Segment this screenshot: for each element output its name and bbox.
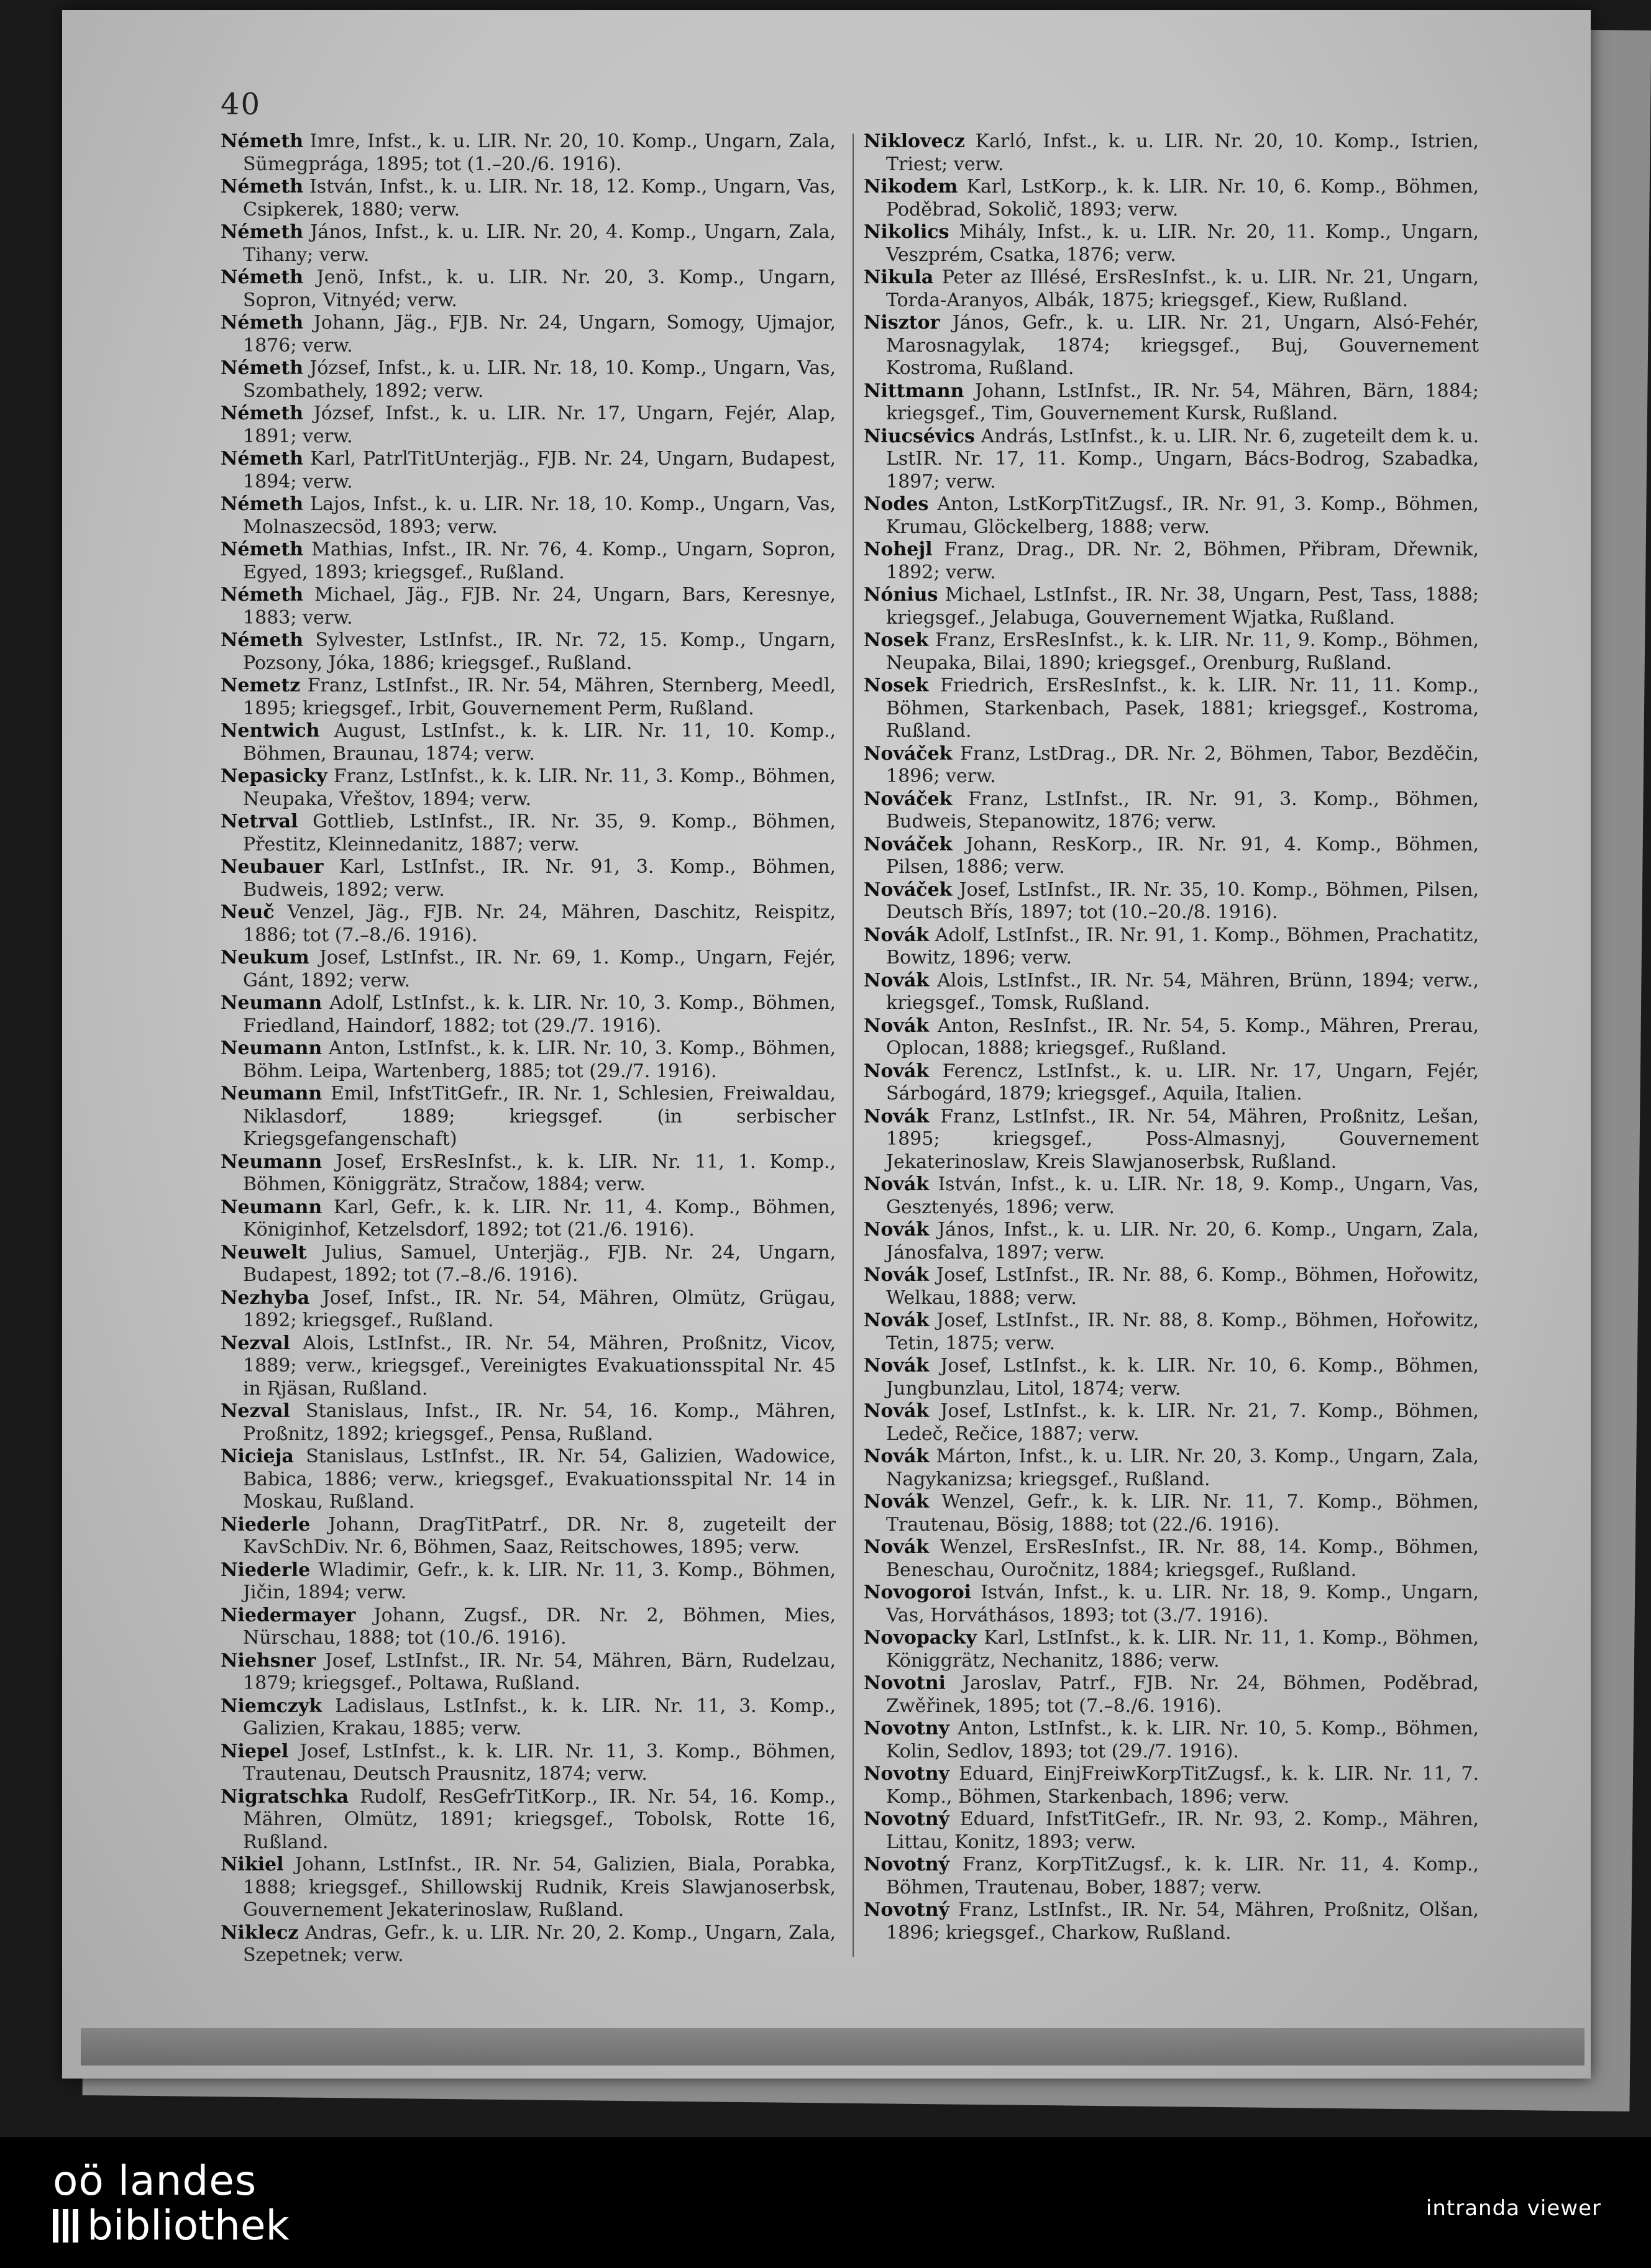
register-entry: [864, 221, 1479, 266]
entry-surname: Németh: [221, 403, 304, 424]
register-entry: [221, 584, 836, 629]
register-entry: [221, 176, 836, 221]
entry-details: Michael, Jäg., FJB. Nr. 24, Ungarn, Bars, Keresnye, 1883; verw.: [243, 584, 836, 629]
entry-surname: Niklovecz: [864, 130, 965, 152]
entry-surname: Novopacky: [864, 1627, 977, 1649]
entry-surname: Nezval: [221, 1332, 290, 1354]
entry-details: Venzel, Jäg., FJB. Nr. 24, Mähren, Daschitz, Reispitz, 1886; tot (7.–8./6. 1916).: [243, 901, 836, 946]
entry-surname: Nosek: [864, 629, 929, 651]
entry-surname: Niederle: [221, 1513, 311, 1536]
entry-details: Gottlieb, LstInfst., IR. Nr. 35, 9. Komp., Böhmen, Přestitz, Kleinnedanitz, 1887; verw.: [243, 811, 836, 855]
register-entry: [221, 448, 836, 493]
register-entry: [221, 493, 836, 539]
entry-details: Karl, Gefr., k. k. LIR. Nr. 11, 4. Komp., Böhmen, Königinhof, Ketzelsdorf, 1892; tot (21./6. 1916).: [243, 1196, 836, 1241]
entry-surname: Neumann: [221, 1150, 322, 1173]
register-entry: [221, 947, 836, 992]
register-entry: [221, 1695, 836, 1741]
register-entry: [221, 266, 836, 312]
entry-surname: Niklecz: [221, 1921, 299, 1944]
entry-surname: Neukum: [221, 947, 309, 968]
register-entry: [864, 1763, 1479, 1808]
entry-surname: Niehsner: [221, 1649, 316, 1672]
entry-surname: Novotni: [864, 1672, 946, 1694]
register-entry: [864, 1718, 1479, 1763]
register-entry: [864, 426, 1479, 494]
register-entry: [864, 1627, 1479, 1672]
register-entry: [864, 1536, 1479, 1582]
entry-surname: Novák: [864, 1446, 930, 1467]
register-entry: [864, 493, 1479, 539]
entry-details: Franz, LstInfst., k. k. LIR. Nr. 11, 3. Komp., Böhmen, Neupaka, Vřeštov, 1894; verw.: [243, 765, 836, 810]
register-entry: [221, 1332, 836, 1401]
entry-details: József, Infst., k. u. LIR. Nr. 18, 10. Komp., Ungarn, Vas, Szombathely, 1892; verw.: [243, 357, 836, 402]
entry-details: Lajos, Infst., k. u. LIR. Nr. 18, 10. Komp., Ungarn, Vas, Molnaszecsöd, 1893; verw.: [243, 493, 836, 538]
entry-details: Wenzel, ErsResInfst., IR. Nr. 88, 14. Komp., Böhmen, Beneschau, Ouročnitz, 1884; kriegsgef., Rußland.: [886, 1536, 1479, 1581]
entry-surname: Novák: [864, 1536, 930, 1558]
register-entry: [221, 1242, 836, 1287]
entry-surname: Niedermayer: [221, 1604, 356, 1626]
entry-surname: Netrval: [221, 811, 298, 832]
entry-surname: Nikodem: [864, 176, 958, 198]
register-entry: [221, 629, 836, 675]
register-entry: [221, 221, 836, 266]
entry-surname: Novogoroi: [864, 1582, 972, 1603]
register-entry: [864, 629, 1479, 675]
entry-details: Johann, Jäg., FJB. Nr. 24, Ungarn, Somogy, Ujmajor, 1876; verw.: [243, 312, 836, 357]
register-entry: [221, 1400, 836, 1446]
entry-surname: Németh: [221, 448, 304, 470]
entry-surname: Németh: [221, 493, 304, 515]
register-entry: [864, 1106, 1479, 1174]
entry-surname: Németh: [221, 539, 304, 560]
viewer-brand-label: intranda viewer: [1425, 2196, 1601, 2221]
entry-details: Jenö, Infst., k. u. LIR. Nr. 20, 3. Komp., Ungarn, Sopron, Vitnyéd; verw.: [243, 266, 836, 311]
entry-details: Josef, LstInfst., IR. Nr. 54, Mähren, Bärn, Rudelzau, 1879; kriegsgef., Poltawa, Rußland.: [243, 1649, 836, 1694]
register-entry: [221, 1196, 836, 1242]
entry-details: Johann, DragTitPatrf., DR. Nr. 8, zugeteilt der KavSchDiv. Nr. 6, Böhmen, Saaz, Reitschowes, 1895; verw.: [243, 1513, 836, 1558]
entry-details: András, LstInfst., k. u. LIR. Nr. 6, zugeteilt dem k. u. LstIR. Nr. 17, 11. Komp., Ungarn, Bács-Bodrog, Szabadka, 1897; verw.: [886, 425, 1479, 493]
entry-details: Johann, ResKorp., IR. Nr. 91, 4. Komp., Böhmen, Pilsen, 1886; verw.: [886, 833, 1479, 878]
logo-bars-icon: [53, 2209, 78, 2243]
entry-details: Michael, LstInfst., IR. Nr. 38, Ungarn, Pest, Tass, 1888; kriegsgef., Jelabuga, Gouvernement Wjatka, Rußland.: [886, 584, 1479, 629]
entry-details: József, Infst., k. u. LIR. Nr. 17, Ungarn, Fejér, Alap, 1891; verw.: [243, 403, 836, 447]
entry-surname: Neumann: [221, 1083, 322, 1104]
entry-surname: Novák: [864, 1264, 930, 1286]
entry-details: Karl, LstInfst., k. k. LIR. Nr. 11, 1. Komp., Böhmen, Königgrätz, Nechanitz, 1886; verw.: [886, 1627, 1479, 1672]
entry-surname: Nováček: [864, 742, 953, 765]
entry-details: Rudolf, ResGefrTitKorp., IR. Nr. 54, 16. Komp., Mähren, Olmütz, 1891; kriegsgef., Tobolsk, Rotte 16, Rußland.: [243, 1785, 836, 1853]
entry-details: Adolf, LstInfst., IR. Nr. 91, 1. Komp., Böhmen, Prachatitz, Bowitz, 1896; verw.: [886, 924, 1479, 968]
entry-details: Johann, Zugsf., DR. Nr. 2, Böhmen, Mies, Nürschau, 1888; tot (10./6. 1916).: [243, 1604, 836, 1649]
entry-surname: Novák: [864, 1173, 930, 1195]
entry-surname: Nikula: [864, 266, 934, 288]
register-entry: [221, 720, 836, 765]
entry-details: Johann, LstInfst., IR. Nr. 54, Mähren, Bärn, 1884; kriegsgef., Tim, Gouvernement Kursk, Rußland.: [886, 380, 1479, 424]
entry-surname: Novák: [864, 969, 930, 991]
register-entry: [864, 1060, 1479, 1106]
entry-details: Josef, LstInfst., k. k. LIR. Nr. 10, 6. Komp., Böhmen, Jungbunzlau, Litol, 1874; verw.: [886, 1355, 1479, 1400]
entry-surname: Nentwich: [221, 720, 320, 742]
entry-details: Josef, Infst., IR. Nr. 54, Mähren, Olmütz, Grügau, 1892; kriegsgef., Rußland.: [243, 1287, 836, 1331]
logo-text-line1: oö landes: [53, 2157, 257, 2205]
register-entry: [221, 130, 836, 176]
register-entry: [221, 357, 836, 403]
register-entry: [221, 1922, 836, 1967]
entry-details: Alois, LstInfst., IR. Nr. 54, Mähren, Brünn, 1894; verw., kriegsgef., Tomsk, Rußland.: [886, 969, 1479, 1014]
entry-details: Karl, LstInfst., IR. Nr. 91, 3. Komp., Böhmen, Budweis, 1892; verw.: [243, 856, 836, 901]
register-entry: [221, 1786, 836, 1854]
entry-details: Peter az Illésé, ErsResInfst., k. u. LIR. Nr. 21, Ungarn, Torda-Aranyos, Albák, 1875; kriegsgef., Kiew, Rußland.: [886, 266, 1479, 311]
viewer-footer: [0, 2137, 1651, 2268]
entry-details: Wenzel, Gefr., k. k. LIR. Nr. 11, 7. Komp., Böhmen, Trautenau, Bösig, 1888; tot (22./6. 1916).: [886, 1491, 1479, 1536]
register-entry: [221, 1287, 836, 1332]
entry-surname: Neumann: [221, 992, 322, 1014]
entry-surname: Novotný: [864, 1808, 949, 1830]
entry-surname: Neumann: [221, 1037, 322, 1059]
register-entry: [221, 403, 836, 448]
entry-surname: Nezhyba: [221, 1287, 310, 1309]
entry-details: Mihály, Infst., k. u. LIR. Nr. 20, 11. Komp., Ungarn, Veszprém, Csatka, 1876; verw.: [886, 221, 1479, 266]
entry-surname: Nodes: [864, 493, 929, 515]
entry-details: Josef, LstInfst., IR. Nr. 88, 8. Komp., Böhmen, Hořowitz, Tetin, 1875; verw.: [886, 1309, 1479, 1354]
entry-surname: Nittmann: [864, 380, 964, 402]
entry-details: Josef, LstInfst., k. k. LIR. Nr. 11, 3. Komp., Böhmen, Trautenau, Deutsch Prausnitz, 1874; verw.: [243, 1740, 836, 1785]
register-entry: [221, 1083, 836, 1151]
register-entry: [221, 675, 836, 720]
register-entry: [864, 1672, 1479, 1718]
register-entry: [864, 1491, 1479, 1536]
entry-surname: Németh: [221, 130, 304, 152]
register-entry: [221, 811, 836, 856]
entry-surname: Nikiel: [221, 1854, 284, 1875]
entry-surname: Novák: [864, 1355, 930, 1377]
entry-surname: Németh: [221, 357, 304, 379]
entry-details: Josef, ErsResInfst., k. k. LIR. Nr. 11, 1. Komp., Böhmen, Königgrätz, Stračow, 1884; verw.: [243, 1150, 836, 1195]
entry-surname: Németh: [221, 629, 304, 651]
register-entry: [864, 675, 1479, 743]
entry-details: Márton, Infst., k. u. LIR. Nr. 20, 3. Komp., Ungarn, Zala, Nagykanizsa; kriegsgef., Rußland.: [886, 1446, 1479, 1490]
register-entry: [864, 130, 1479, 176]
right-text-column: [864, 130, 1479, 1944]
logo-text-line2: bibliothek: [87, 2202, 290, 2249]
register-entry: [221, 1605, 836, 1650]
entry-surname: Novák: [864, 1491, 930, 1513]
register-entry: [221, 856, 836, 901]
entry-surname: Niemczyk: [221, 1695, 322, 1717]
logo-line2: [53, 2203, 290, 2248]
register-entry: [864, 1808, 1479, 1854]
register-entry: [864, 312, 1479, 380]
register-entry: [221, 312, 836, 357]
entry-surname: Niucsévics: [864, 425, 975, 447]
entry-details: Eduard, InfstTitGefr., IR. Nr. 93, 2. Komp., Mähren, Littau, Konitz, 1893; verw.: [886, 1808, 1479, 1853]
entry-surname: Neuč: [221, 901, 275, 923]
entry-details: Andras, Gefr., k. u. LIR. Nr. 20, 2. Komp., Ungarn, Zala, Szepetnek; verw.: [243, 1921, 836, 1966]
register-entry: [864, 1264, 1479, 1309]
entry-details: Friedrich, ErsResInfst., k. k. LIR. Nr. 11, 11. Komp., Böhmen, Starkenbach, Pasek, 1881; kriegsgef., Kostroma, Rußland.: [886, 675, 1479, 742]
entry-details: Anton, LstKorpTitZugsf., IR. Nr. 91, 3. Komp., Böhmen, Krumau, Glöckelberg, 1888; verw.: [886, 493, 1479, 538]
register-entry: [221, 539, 836, 584]
entry-surname: Novotný: [864, 1899, 949, 1921]
register-entry: [864, 176, 1479, 221]
entry-surname: Nónius: [864, 584, 938, 606]
entry-surname: Novák: [864, 1014, 930, 1037]
entry-details: Franz, KorpTitZugsf., k. k. LIR. Nr. 11, 4. Komp., Böhmen, Trautenau, Bober, 1887; verw.: [886, 1854, 1479, 1898]
entry-details: János, Infst., k. u. LIR. Nr. 20, 4. Komp., Ungarn, Zala, Tihany; verw.: [243, 221, 836, 266]
entry-details: Franz, Drag., DR. Nr. 2, Böhmen, Přibram, Dřewnik, 1892; verw.: [886, 539, 1479, 583]
entry-surname: Nezval: [221, 1400, 290, 1422]
entry-surname: Novák: [864, 924, 930, 946]
entry-details: Karl, LstKorp., k. k. LIR. Nr. 10, 6. Komp., Böhmen, Poděbrad, Sokolič, 1893; verw.: [886, 176, 1479, 221]
entry-surname: Neubauer: [221, 856, 324, 878]
register-entry: [864, 1400, 1479, 1446]
register-entry: [864, 788, 1479, 834]
entry-details: Franz, LstInfst., IR. Nr. 54, Mähren, Proßnitz, Lešan, 1895; kriegsgef., Poss-Almasnyj, Gouvernement Jekaterinoslaw, Kreis Slawjanoserbsk, Rußland.: [886, 1105, 1479, 1173]
entry-details: Jaroslav, Patrf., FJB. Nr. 24, Böhmen, Poděbrad, Zwěřinek, 1895; tot (7.–8./6. 1916).: [886, 1672, 1479, 1717]
entry-details: Eduard, EinjFreiwKorpTitZugsf., k. k. LIR. Nr. 11, 7. Komp., Böhmen, Starkenbach, 1896; verw.: [886, 1763, 1479, 1808]
left-text-column: [221, 130, 836, 1967]
register-entry: [221, 1650, 836, 1695]
register-entry: [864, 1355, 1479, 1400]
entry-details: István, Infst., k. u. LIR. Nr. 18, 9. Komp., Ungarn, Vas, Gesztenyés, 1896; verw.: [886, 1173, 1479, 1218]
entry-details: Julius, Samuel, Unterjäg., FJB. Nr. 24, Ungarn, Budapest, 1892; tot (7.–8./6. 1916).: [243, 1241, 836, 1286]
entry-details: János, Infst., k. u. LIR. Nr. 20, 6. Komp., Ungarn, Zala, Jánosfalva, 1897; verw.: [886, 1219, 1479, 1264]
register-entry: [864, 266, 1479, 312]
register-entry: [864, 1219, 1479, 1264]
entry-surname: Novotny: [864, 1763, 949, 1785]
register-entry: [864, 924, 1479, 970]
entry-surname: Nemetz: [221, 675, 301, 696]
entry-details: Adolf, LstInfst., k. k. LIR. Nr. 10, 3. Komp., Böhmen, Friedland, Haindorf, 1882; tot (29./7. 1916).: [243, 992, 836, 1037]
entry-details: Josef, LstInfst., k. k. LIR. Nr. 21, 7. Komp., Böhmen, Ledeč, Rečice, 1887; verw.: [886, 1400, 1479, 1445]
entry-surname: Nicieja: [221, 1446, 294, 1467]
register-entry: [221, 1446, 836, 1514]
entry-details: Franz, LstInfst., IR. Nr. 54, Mähren, Sternberg, Meedl, 1895; kriegsgef., Irbit, Gouvernement Perm, Rußland.: [243, 675, 836, 719]
entry-details: Stanislaus, Infst., IR. Nr. 54, 16. Komp., Mähren, Proßnitz, 1892; kriegsgef., Pensa, Rußland.: [243, 1400, 836, 1445]
entry-details: István, Infst., k. u. LIR. Nr. 18, 12. Komp., Ungarn, Vas, Csipkerek, 1880; verw.: [243, 176, 836, 221]
entry-details: Franz, ErsResInfst., k. k. LIR. Nr. 11, 9. Komp., Böhmen, Neupaka, Bilai, 1890; kriegsgef., Orenburg, Rußland.: [886, 629, 1479, 674]
entry-details: Anton, ResInfst., IR. Nr. 54, 5. Komp., Mähren, Prerau, Oplocan, 1888; kriegsgef., Rußland.: [886, 1014, 1479, 1059]
entry-details: Mathias, Infst., IR. Nr. 76, 4. Komp., Ungarn, Sopron, Egyed, 1893; kriegsgef., Rußland.: [243, 539, 836, 583]
entry-details: Ladislaus, LstInfst., k. k. LIR. Nr. 11, 3. Komp., Galizien, Krakau, 1885; verw.: [243, 1695, 836, 1739]
register-entry: [221, 901, 836, 947]
entry-surname: Nováček: [864, 833, 953, 855]
entry-surname: Nováček: [864, 788, 953, 810]
entry-surname: Nikolics: [864, 221, 949, 243]
entry-surname: Nepasicky: [221, 765, 327, 787]
register-entry: [221, 1151, 836, 1196]
entry-details: Emil, InfstTitGefr., IR. Nr. 1, Schlesien, Freiwaldau, Niklasdorf, 1889; kriegsgef. (in serbischer Kriegsgefangenschaft): [243, 1083, 836, 1150]
register-entry: [221, 1037, 836, 1083]
register-entry: [221, 1514, 836, 1559]
entry-surname: Novotný: [864, 1854, 949, 1875]
register-entry: [221, 1559, 836, 1605]
entry-details: Josef, LstInfst., IR. Nr. 69, 1. Komp., Ungarn, Fejér, Gánt, 1892; verw.: [243, 947, 836, 991]
entry-details: Franz, LstInfst., IR. Nr. 91, 3. Komp., Böhmen, Budweis, Stepanowitz, 1876; verw.: [886, 788, 1479, 832]
entry-surname: Neumann: [221, 1196, 322, 1218]
register-entry: [864, 1309, 1479, 1355]
entry-details: Anton, LstInfst., k. k. LIR. Nr. 10, 3. Komp., Böhmen, Böhm. Leipa, Wartenberg, 1885; tot (29./7. 1916).: [243, 1037, 836, 1082]
entry-surname: Neuwelt: [221, 1241, 307, 1264]
entry-surname: Németh: [221, 584, 304, 606]
lower-sheet-edge: [81, 2028, 1585, 2065]
entry-details: Imre, Infst., k. u. LIR. Nr. 20, 10. Komp., Ungarn, Zala, Sümegprága, 1895; tot (1.–20./6. 1916).: [243, 130, 836, 175]
entry-details: Franz, LstInfst., IR. Nr. 54, Mähren, Proßnitz, Olšan, 1896; kriegsgef., Charkow, Rußland.: [886, 1899, 1479, 1944]
register-entry: [864, 879, 1479, 924]
entry-details: Josef, LstInfst., IR. Nr. 88, 6. Komp., Böhmen, Hořowitz, Welkau, 1888; verw.: [886, 1264, 1479, 1309]
column-divider: [853, 134, 854, 1957]
register-entry: [864, 970, 1479, 1015]
page-number: 40: [221, 87, 262, 122]
register-entry: [864, 1173, 1479, 1219]
register-entry: [864, 834, 1479, 879]
entry-surname: Novák: [864, 1219, 930, 1241]
entry-details: István, Infst., k. u. LIR. Nr. 18, 9. Komp., Ungarn, Vas, Horváthásos, 1893; tot (3./7. 1916).: [886, 1582, 1479, 1626]
entry-details: János, Gefr., k. u. LIR. Nr. 21, Ungarn, Alsó-Fehér, Marosnagylak, 1874; kriegsgef., Buj, Gouvernement Kostroma, Rußland.: [886, 312, 1479, 379]
register-entry: [864, 539, 1479, 584]
entry-surname: Novák: [864, 1105, 930, 1127]
entry-surname: Nisztor: [864, 312, 940, 334]
register-entry: [221, 992, 836, 1037]
entry-details: Alois, LstInfst., IR. Nr. 54, Mähren, Proßnitz, Vicov, 1889; verw., kriegsgef., Vereinigtes Evakuationsspital Nr. 45 in Rjäsan, Rußland.: [243, 1332, 836, 1400]
entry-details: August, LstInfst., k. k. LIR. Nr. 11, 10. Komp., Böhmen, Braunau, 1874; verw.: [243, 720, 836, 765]
entry-details: Stanislaus, LstInfst., IR. Nr. 54, Galizien, Wadowice, Babica, 1886; verw., kriegsgef., Evakuationsspital Nr. 14 in Moskau, Rußland.: [243, 1446, 836, 1513]
entry-surname: Novotny: [864, 1718, 949, 1739]
entry-surname: Nigratschka: [221, 1785, 349, 1808]
register-entry: [864, 584, 1479, 629]
entry-details: Karl, PatrlTitUnterjäg., FJB. Nr. 24, Ungarn, Budapest, 1894; verw.: [243, 448, 836, 493]
register-entry: [864, 1854, 1479, 1899]
entry-surname: Németh: [221, 312, 304, 334]
entry-surname: Nováček: [864, 878, 953, 901]
library-logo[interactable]: [53, 2159, 290, 2248]
register-entry: [864, 1015, 1479, 1060]
entry-details: Karló, Infst., k. u. LIR. Nr. 20, 10. Komp., Istrien, Triest; verw.: [886, 130, 1479, 175]
entry-surname: Niepel: [221, 1740, 289, 1762]
entry-surname: Novák: [864, 1309, 930, 1331]
entry-details: Sylvester, LstInfst., IR. Nr. 72, 15. Komp., Ungarn, Pozsony, Jóka, 1886; kriegsgef., Rußland.: [243, 629, 836, 674]
entry-surname: Niederle: [221, 1559, 311, 1581]
entry-details: Anton, LstInfst., k. k. LIR. Nr. 10, 5. Komp., Böhmen, Kolin, Sedlov, 1893; tot (29./7. 1916).: [886, 1718, 1479, 1762]
entry-surname: Nohejl: [864, 539, 933, 560]
register-entry: [221, 1854, 836, 1922]
entry-details: Ferencz, LstInfst., k. u. LIR. Nr. 17, Ungarn, Fejér, Sárbogárd, 1879; kriegsgef., Aquila, Italien.: [886, 1060, 1479, 1104]
register-entry: [864, 1582, 1479, 1627]
entry-details: Josef, LstInfst., IR. Nr. 35, 10. Komp., Böhmen, Pilsen, Deutsch Břís, 1897; tot (10.–20./8. 1916).: [886, 878, 1479, 923]
register-entry: [221, 765, 836, 811]
entry-details: Johann, LstInfst., IR. Nr. 54, Galizien, Biala, Porabka, 1888; kriegsgef., Shillowskij Rudnik, Kreis Slawjanoserbsk, Gouvernement Jekaterinoslaw, Rußland.: [243, 1854, 836, 1921]
entry-surname: Németh: [221, 266, 304, 288]
register-entry: [221, 1741, 836, 1786]
entry-details: Franz, LstDrag., DR. Nr. 2, Böhmen, Tabor, Bezděčin, 1896; verw.: [886, 742, 1479, 787]
entry-surname: Németh: [221, 176, 304, 198]
register-entry: [864, 1446, 1479, 1491]
entry-surname: Nosek: [864, 675, 929, 696]
entry-details: Wladimir, Gefr., k. k. LIR. Nr. 11, 3. Komp., Böhmen, Jičin, 1894; verw.: [243, 1559, 836, 1603]
register-entry: [864, 743, 1479, 788]
entry-surname: Novák: [864, 1400, 930, 1422]
entry-surname: Németh: [221, 221, 304, 243]
register-entry: [864, 380, 1479, 426]
entry-surname: Novák: [864, 1060, 930, 1082]
register-entry: [864, 1899, 1479, 1944]
